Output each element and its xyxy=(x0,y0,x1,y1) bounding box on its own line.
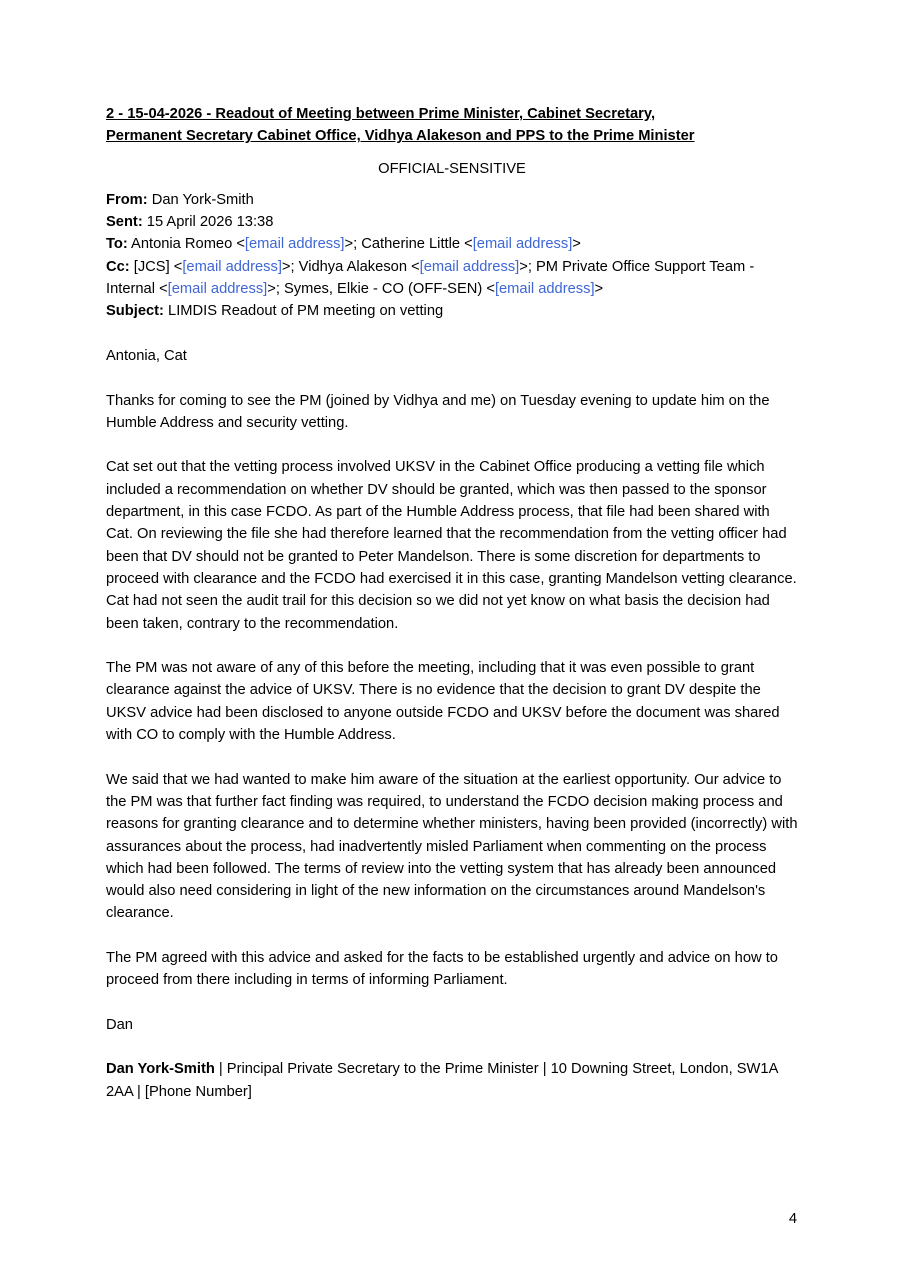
body-paragraph: Thanks for coming to see the PM (joined by Vidhya and me) on Tuesday evening to update him on the Humble Address and security vetting. xyxy=(106,392,774,431)
email-header-text: > xyxy=(594,281,604,298)
email-header-field-cc xyxy=(106,256,798,301)
email-header-text: >; Vidhya Alakeson < xyxy=(281,258,420,275)
document-title-line1: 2 - 15-04-2026 - Readout of Meeting between Prime Minister, Cabinet Secretary, xyxy=(106,106,656,122)
body-paragraph: Dan xyxy=(106,1016,133,1033)
email-header-text: LIMDIS Readout of PM meeting on vetting xyxy=(163,303,444,320)
email-header-text: Dan York-Smith xyxy=(147,191,254,208)
email-body xyxy=(106,345,802,1036)
email-address-placeholder: [email address] xyxy=(419,258,520,275)
email-header-label-from: From: xyxy=(106,191,148,208)
body-paragraph: The PM agreed with this advice and asked for the facts to be established urgently and advice on how to proceed from there including in terms of informing Parliament. xyxy=(106,949,783,989)
email-address-placeholder: [email address] xyxy=(182,258,282,275)
body-paragraph: We said that we had wanted to make him aware of the situation at the earliest opportunity. Our advice to the PM was that further fact finding was required, to understand the FCDO decision making process and reasons for granting clearance and to determine whether ministers, having been provided (incorrectly) with assurances about the process, had inadvertently misled Parliament when commenting on the process which had been followed. The terms of review into the vetting system that has already been announced would also need considering in light of the new information on the circumstances around Mandelson's clearance. xyxy=(106,771,802,922)
classification-marking: OFFICIAL-SENSITIVE xyxy=(378,160,526,177)
email-address-placeholder: [email address] xyxy=(167,281,268,298)
email-header-text: Antonia Romeo < xyxy=(127,236,245,253)
page-number: 4 xyxy=(788,1211,797,1227)
email-header-field-subject xyxy=(106,300,798,322)
email-address-placeholder: [email address] xyxy=(494,281,595,298)
body-paragraph: Cat set out that the vetting process involved UKSV in the Cabinet Office producing a vetting file which included a recommendation on whether DV should be granted, which was then passed to the sponsor department, in this case FCDO. As part of the Humble Address process, that file had been shared with Cat. On reviewing the file she had therefore learned that the recommendation from the vetting officer had been that DV should not be granted to Peter Mandelson. There is some discretion for departments to proceed with clearance and the FCDO had exercised it in this case, granting Mandelson vetting clearance. Cat had not seen the audit trail for this decision so we did not yet know on what basis the decision had been taken, contrary to the recommendation. xyxy=(106,459,801,632)
body-paragraph: Antonia, Cat xyxy=(106,347,187,364)
email-header-label-sent: Sent: xyxy=(106,214,143,231)
signature-details: | Principal Private Secretary to the Prime Minister | 10 Downing Street, London, SW1A 2AA | [Phone Number] xyxy=(106,1061,778,1100)
email-header-text: > xyxy=(572,236,581,253)
email-header-field-to xyxy=(106,233,798,255)
document-title xyxy=(106,103,798,148)
email-header-text: [JCS] < xyxy=(129,258,183,275)
email-header-label-subject: Subject: xyxy=(106,303,164,320)
document-title-line2: Permanent Secretary Cabinet Office, Vidhya Alakeson and PPS to the Prime Minister xyxy=(106,128,695,145)
email-header-text: 15 April 2026 13:38 xyxy=(142,214,274,231)
body-paragraph: The PM was not aware of any of this before the meeting, including that it was even possible to grant clearance against the advice of UKSV. There is no evidence that the decision to grant DV despite the UKSV advice had been disclosed to anyone outside FCDO and UKSV before the document was shared with CO to comply with the Humble Address. xyxy=(106,660,784,744)
email-header-text: >; PM Private Office Support Team - Internal < xyxy=(106,258,755,298)
email-header-block xyxy=(106,189,798,323)
email-header-label-to: To: xyxy=(106,236,128,253)
signature-name: Dan York-Smith xyxy=(106,1061,215,1078)
email-header-field-from xyxy=(106,189,798,211)
email-header-text: >; Symes, Elkie - CO (OFF-SEN) < xyxy=(267,281,495,298)
email-header-field-sent xyxy=(106,211,798,233)
email-address-placeholder: [email address] xyxy=(244,236,345,253)
email-header-label-cc: Cc: xyxy=(106,258,130,275)
email-address-placeholder: [email address] xyxy=(472,236,573,253)
signature-line xyxy=(106,1058,798,1103)
email-header-text: >; Catherine Little < xyxy=(344,236,473,253)
